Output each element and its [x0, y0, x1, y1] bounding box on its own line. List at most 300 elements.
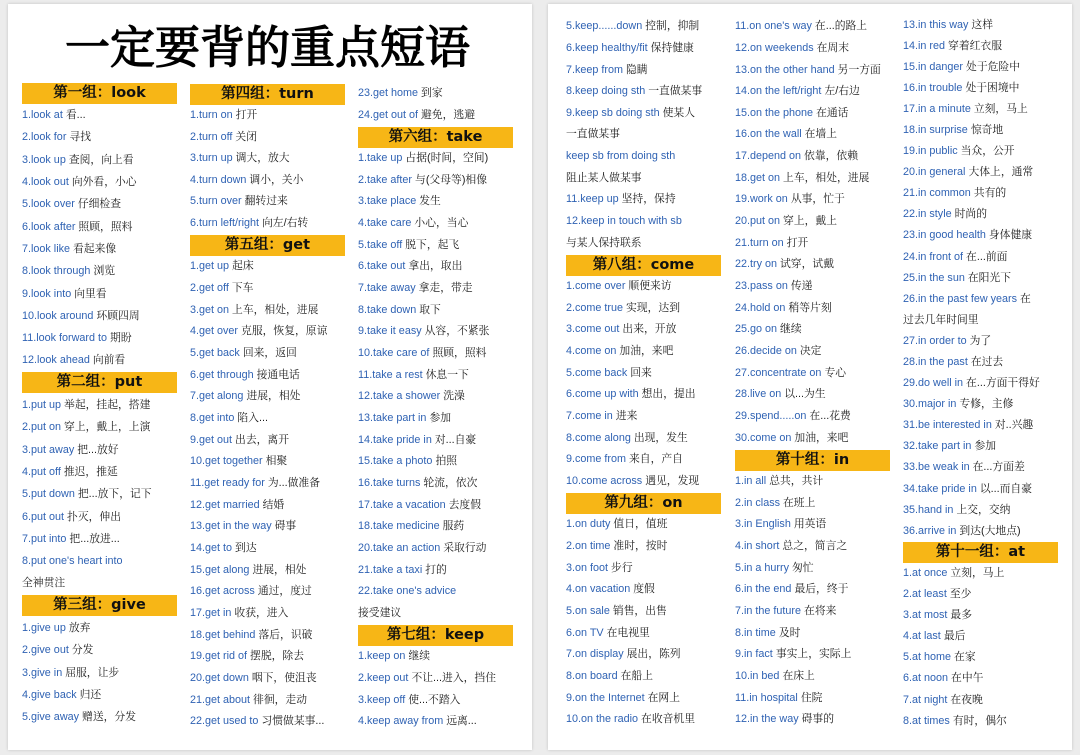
phrase-english: 6.come up with [566, 388, 639, 401]
phrase-meaning: 碍事 [274, 520, 297, 533]
phrase-english: 8.keep doing sth [566, 85, 646, 98]
phrase-english: 8.come along [566, 431, 631, 444]
phrase-english: 9.look into [22, 287, 72, 300]
phrase-meaning: 在...的路上 [814, 20, 868, 33]
phrase-item [22, 349, 182, 371]
phrase-english: 16.in trouble [903, 81, 963, 94]
phrase-meaning: 进展，相处 [246, 390, 301, 403]
phrase-item [358, 235, 518, 257]
phrase-english: 8.put one's heart into [22, 555, 123, 568]
phrase-english: 33.be weak in [903, 461, 970, 474]
phrase-meaning: 与某人保持联系 [566, 236, 642, 249]
phrase-english: 8.at times [903, 714, 950, 727]
phrase-english: 4.get over [190, 325, 239, 338]
phrase-english: 11.in hospital [735, 691, 798, 704]
phrase-item [566, 16, 726, 38]
phrase-meaning: 下车 [231, 282, 254, 295]
phrase-item [735, 254, 895, 276]
phrase-english: 11.take a rest [358, 368, 423, 381]
phrase-english: 4.take care [358, 217, 412, 230]
phrase-english: 6.in the end [735, 583, 792, 596]
phrase-meaning: 使...不踏入 [408, 693, 461, 706]
phrase-english: 19.work on [735, 193, 788, 206]
phrase-english: 1.take up [358, 152, 403, 165]
phrase-item [735, 493, 895, 515]
phrase-item [358, 83, 518, 105]
phrase-item [22, 171, 182, 193]
phrase-meaning: 在家 [954, 651, 976, 664]
phrase-english: 7.get along [190, 390, 244, 403]
phrase-english: 20.get down [190, 671, 249, 684]
phrase-english: 7.at night [903, 693, 948, 706]
phrase-column [22, 82, 182, 729]
phrase-item [358, 105, 518, 127]
phrase-item [358, 430, 518, 452]
phrase-item [566, 276, 726, 298]
phrase-english: 22.get used to [190, 715, 259, 728]
phrase-item [566, 688, 726, 710]
phrase-item [735, 514, 895, 536]
phrase-english: 1.give up [22, 622, 66, 635]
phrase-item [22, 684, 182, 706]
phrase-item [22, 260, 182, 282]
phrase-meaning: 专修，主修 [959, 398, 1014, 411]
phrase-item [190, 408, 350, 430]
phrase-english: 30.come on [735, 431, 792, 444]
phrase-english: 9.in fact [735, 648, 773, 661]
phrase-english: 21.get about [190, 693, 251, 706]
phrase-english: 2.put on [22, 421, 62, 434]
phrase-english: 2.on time [566, 539, 611, 552]
phrase-meaning: 穿着红衣服 [948, 39, 1003, 52]
phrase-english: 25.in the sun [903, 271, 965, 284]
phrase-english: 13.on the other hand [735, 63, 835, 76]
phrase-meaning: 取下 [419, 303, 441, 316]
phrase-item [903, 605, 1063, 626]
phrase-meaning: 打开 [235, 108, 258, 121]
phrase-english: 2.look for [22, 131, 67, 144]
phrase-item [358, 300, 518, 322]
phrase-english: 27.in order to [903, 334, 967, 347]
phrase-english: 36.arrive in [903, 524, 957, 537]
phrase-meaning: 有时，偶尔 [952, 714, 1007, 727]
phrase-english: 1.on duty [566, 518, 611, 531]
phrase-english: 6.keep healthy/fit [566, 41, 648, 54]
phrase-english: 7.come in [566, 410, 613, 422]
phrase-meaning: 通过，度过 [257, 585, 312, 598]
phrase-meaning: 立刻，马上 [973, 102, 1028, 115]
phrase-english: 17.take a vacation [358, 498, 446, 511]
phrase-english: 5.get back [190, 347, 240, 360]
phrase-meaning: 屈服，让步 [65, 666, 120, 679]
phrase-meaning: 到达 [235, 541, 257, 554]
phrase-item [358, 365, 518, 387]
phrase-item [22, 572, 182, 594]
phrase-item [22, 439, 182, 461]
phrase-english: 4.put off [22, 465, 61, 478]
phrase-meaning: 期盼 [110, 332, 132, 345]
phrase-item [903, 183, 1063, 204]
phrase-meaning: 决定 [799, 345, 822, 358]
phrase-meaning: 惊奇地 [970, 123, 1004, 136]
phrase-meaning: 向外看，小心 [71, 176, 137, 189]
group-header [22, 82, 182, 104]
phrase-meaning: 实现，达到 [626, 301, 680, 314]
phrase-english: 10.look around [22, 309, 94, 322]
phrase-item [903, 120, 1063, 141]
phrase-english: 29.do well in [903, 377, 964, 390]
phrase-meaning: 看起来像 [73, 242, 117, 255]
phrase-meaning: 出现，发生 [633, 431, 688, 444]
phrase-meaning: 展出，陈列 [626, 648, 681, 661]
phrase-item [735, 623, 895, 645]
phrase-english: 10.come across [566, 474, 643, 487]
phrase-meaning: 隐瞒 [626, 63, 648, 76]
phrase-item [190, 256, 350, 278]
phrase-item [566, 514, 726, 536]
phrase-english: 15.get along [190, 563, 250, 576]
phrase-item [903, 268, 1063, 289]
phrase-meaning: 全神贯注 [22, 577, 66, 590]
phrase-item [566, 601, 726, 623]
phrase-item [903, 626, 1063, 647]
phrase-meaning: 举起，挂起，搭建 [64, 399, 151, 412]
phrase-meaning: 共有的 [973, 187, 1007, 200]
phrase-english: 2.in class [735, 496, 781, 509]
phrase-meaning: 为了 [969, 334, 992, 347]
phrase-item [190, 646, 350, 668]
phrase-meaning: 试穿，试戴 [780, 258, 834, 271]
phrase-meaning: 避免，逃避 [421, 108, 476, 121]
phrase-item [358, 581, 518, 603]
phrase-meaning: 匆忙 [792, 561, 814, 574]
phrase-english: 4.on vacation [566, 583, 631, 596]
phrase-meaning: 进来 [615, 410, 638, 422]
phrase-meaning: 占据(时间，空间) [405, 152, 489, 165]
phrase-item [566, 168, 726, 190]
phrase-meaning: 另一方面 [837, 63, 881, 76]
phrase-meaning: 度假 [633, 583, 655, 596]
phrase-meaning: 左/右边 [824, 85, 860, 98]
phrase-item [358, 278, 518, 300]
phrase-item [358, 343, 518, 365]
phrase-english: 25.go on [735, 323, 778, 336]
phrase-item [735, 103, 895, 125]
phrase-item [903, 457, 1063, 478]
phrase-item [358, 213, 518, 235]
page-title: 一定要背的重点短语 [65, 21, 471, 74]
phrase-english: 18.get behind [190, 628, 256, 641]
phrase-item [22, 617, 182, 639]
phrase-item [735, 384, 895, 406]
phrase-english: 9.come from [566, 453, 626, 466]
phrase-english: 20.in general [903, 166, 966, 179]
phrase-english: 5.put down [22, 488, 75, 501]
phrase-english: 31.be interested in [903, 419, 992, 432]
phrase-item [358, 560, 518, 582]
phrase-meaning: 回来，返回 [242, 347, 297, 360]
phrase-meaning: 为...做准备 [267, 477, 321, 489]
phrase-item [566, 709, 726, 731]
phrase-english: 2.get off [190, 282, 229, 295]
phrase-item [358, 473, 518, 495]
phrase-item [358, 256, 518, 278]
phrase-meaning: 阻止某人做某事 [566, 171, 642, 184]
phrase-meaning: 上交，交纳 [956, 503, 1011, 516]
phrase-meaning: 对...自豪 [434, 433, 477, 446]
phrase-item [903, 563, 1063, 584]
phrase-item [190, 300, 350, 322]
phrase-english: 4.give back [22, 688, 77, 701]
phrase-item [358, 690, 518, 712]
phrase-item [190, 560, 350, 582]
phrase-meaning: 在床上 [782, 669, 815, 682]
phrase-english: 21.in common [903, 187, 971, 200]
phrase-meaning: 归还 [79, 688, 102, 701]
phrase-meaning: 准时，按时 [613, 539, 668, 552]
phrase-item [566, 579, 726, 601]
phrase-meaning: 当众，公开 [960, 145, 1015, 158]
phrase-meaning: 在...前面 [966, 250, 1008, 263]
phrase-english: 14.take pride in [358, 433, 432, 446]
phrase-english: 17.get in [190, 606, 232, 619]
phrase-english: 21.turn on [735, 236, 784, 249]
phrase-item [903, 647, 1063, 668]
phrase-item [566, 558, 726, 580]
phrase-meaning: 事实上，实际上 [775, 648, 852, 661]
phrase-item [190, 538, 350, 560]
phrase-meaning: 处于危险中 [966, 60, 1021, 73]
phrase-english: 8.in time [735, 626, 776, 639]
phrase-item [903, 289, 1063, 310]
phrase-item [566, 471, 726, 493]
group-header [566, 254, 726, 276]
phrase-meaning: 环顾四周 [96, 309, 140, 322]
phrase-item [22, 550, 182, 572]
phrase-english: 4.come on [566, 345, 617, 358]
phrase-meaning: 时尚的 [954, 208, 988, 221]
phrase-item [903, 500, 1063, 521]
phrase-english: 8.on board [566, 669, 618, 682]
group-header-label: 第三组：give [22, 595, 177, 616]
phrase-item [903, 225, 1063, 246]
phrase-meaning: 这样 [971, 18, 994, 31]
phrase-meaning: 服药 [442, 520, 465, 533]
phrase-meaning: 打的 [425, 563, 447, 576]
phrase-meaning: 向前看 [92, 354, 126, 367]
phrase-english: 2.give out [22, 644, 69, 657]
phrase-item [22, 662, 182, 684]
phrase-meaning: 与(父母等)相像 [415, 173, 488, 186]
phrase-meaning: 过去几年时间里 [903, 313, 979, 326]
phrase-english: 3.at most [903, 609, 948, 622]
phrase-item [22, 305, 182, 327]
group-header-label: 第七组：keep [358, 625, 513, 646]
phrase-item [903, 479, 1063, 500]
phrase-meaning: 以...而自豪 [979, 482, 1033, 495]
phrase-english: 24.in front of [903, 250, 964, 263]
phrase-item [190, 386, 350, 408]
phrase-item [22, 506, 182, 528]
phrase-item [358, 321, 518, 343]
phrase-item [190, 668, 350, 690]
phrase-item [22, 238, 182, 260]
phrase-english: 5.at home [903, 651, 952, 664]
phrase-meaning: 继续 [408, 650, 431, 663]
phrase-item [190, 105, 350, 127]
phrase-item [358, 408, 518, 430]
phrase-item [358, 668, 518, 690]
phrase-english: 10.take care of [358, 347, 430, 360]
phrase-english: 3.put away [22, 443, 75, 456]
phrase-item [22, 416, 182, 438]
phrase-meaning: 最后 [943, 630, 966, 643]
phrase-item [903, 141, 1063, 162]
phrase-english: 1.at once [903, 566, 948, 579]
phrase-meaning: 在收音机里 [641, 713, 696, 726]
group-header-label: 第八组：come [566, 255, 721, 276]
phrase-english: 23.pass on [735, 280, 788, 293]
phrase-item [566, 363, 726, 385]
phrase-english: 5.take off [358, 238, 403, 251]
phrase-english: 2.at least [903, 588, 947, 601]
phrase-item [358, 603, 518, 625]
phrase-item [358, 148, 518, 170]
phrase-english: 6.look after [22, 220, 76, 233]
phrase-english: 20.put on [735, 215, 781, 228]
phrase-meaning: 顺便来访 [628, 280, 672, 293]
phrase-meaning: 咽下，使沮丧 [251, 671, 317, 684]
phrase-meaning: 出来，开放 [622, 323, 677, 336]
phrase-item [190, 516, 350, 538]
phrase-item [190, 365, 350, 387]
phrase-meaning: 关闭 [235, 130, 258, 143]
phrase-item [358, 495, 518, 517]
phrase-meaning: 在将来 [804, 604, 837, 617]
phrase-english: 1.come over [566, 280, 626, 293]
phrase-english: 28.live on [735, 388, 782, 401]
phrase-meaning: 在周末 [816, 41, 850, 54]
phrase-item [735, 60, 895, 82]
phrase-item [358, 538, 518, 560]
phrase-english: 9.keep sb doing sth [566, 106, 660, 119]
phrase-item [190, 581, 350, 603]
phrase-meaning: 在夜晚 [950, 693, 983, 706]
phrase-english: 18.take medicine [358, 520, 440, 533]
phrase-english: 3.come out [566, 323, 620, 336]
phrase-item [903, 310, 1063, 331]
phrase-english: 1.put up [22, 399, 62, 412]
phrase-item [22, 483, 182, 505]
phrase-item [566, 319, 726, 341]
phrase-item [903, 690, 1063, 711]
phrase-meaning: 在中午 [951, 672, 984, 685]
phrase-item [190, 321, 350, 343]
phrase-meaning: 在 [1020, 292, 1031, 305]
phrase-english: 14.get to [190, 541, 233, 554]
group-header [22, 595, 182, 617]
phrase-english: 5.give away [22, 711, 80, 724]
phrase-item [903, 394, 1063, 415]
phrase-meaning: 相聚 [265, 455, 288, 468]
group-header [903, 542, 1063, 563]
phrase-english: 11.keep up [566, 193, 619, 206]
phrase-meaning: 值日，值班 [613, 518, 668, 531]
phrase-english: 11.look forward to [22, 332, 108, 345]
phrase-item [903, 99, 1063, 120]
phrase-item [358, 191, 518, 213]
phrase-english: 14.in red [903, 39, 946, 52]
phrase-column [190, 83, 350, 733]
phrase-meaning: 继续 [780, 323, 802, 336]
phrase-item [735, 16, 895, 38]
phrase-meaning: 扑灭，伸出 [67, 510, 122, 523]
phrase-meaning: 拿走，带走 [418, 282, 473, 295]
phrase-meaning: 打开 [786, 236, 809, 249]
phrase-english: 3.look up [22, 153, 66, 166]
phrase-english: 16.on the wall [735, 128, 802, 141]
phrase-item [22, 104, 182, 126]
phrase-item [566, 124, 726, 146]
phrase-item [903, 584, 1063, 605]
phrase-meaning: 到家 [421, 87, 443, 100]
phrase-meaning: 起床 [232, 260, 254, 273]
phrase-english: 19.get rid of [190, 650, 248, 663]
phrase-meaning: 休息一下 [425, 368, 469, 381]
phrase-item [190, 603, 350, 625]
phrase-english: 6.put out [22, 510, 65, 523]
phrase-english: 6.on TV [566, 626, 604, 639]
phrase-meaning: 坚持，保持 [621, 193, 676, 206]
phrase-item [358, 170, 518, 192]
phrase-meaning: 放弃 [68, 622, 91, 635]
phrase-meaning: 分发 [71, 644, 94, 657]
phrase-english: 1.look at [22, 109, 63, 122]
phrase-item [22, 216, 182, 238]
phrase-meaning: 在阳光下 [967, 271, 1012, 284]
right-page [548, 4, 1072, 750]
phrase-english: 13.get in the way [190, 520, 272, 533]
phrase-english: 34.take pride in [903, 482, 977, 495]
phrase-english: 30.major in [903, 398, 957, 411]
group-header-label: 第四组：turn [190, 84, 345, 105]
phrase-item [190, 148, 350, 170]
phrase-meaning: 一直做某事 [566, 128, 620, 141]
phrase-meaning: 用英语 [793, 518, 827, 531]
phrase-meaning: 脱下，起飞 [405, 238, 460, 251]
phrase-meaning: 步行 [611, 561, 633, 574]
phrase-item [735, 38, 895, 60]
phrase-item [903, 668, 1063, 689]
phrase-english: 15.take a photo [358, 455, 433, 468]
phrase-item [735, 211, 895, 233]
phrase-item [190, 690, 350, 712]
phrase-english: 1.keep on [358, 650, 406, 663]
phrase-column [566, 16, 726, 731]
phrase-english: 4.keep away from [358, 715, 444, 728]
group-header-label: 第二组：put [22, 372, 177, 393]
phrase-meaning: 加油，来吧 [619, 345, 674, 358]
group-header-label: 第六组：take [358, 127, 513, 148]
phrase-item [190, 343, 350, 365]
phrase-meaning: 至少 [949, 588, 972, 601]
phrase-english: 9.get out [190, 433, 233, 446]
phrase-meaning: 身体健康 [988, 229, 1033, 242]
phrase-item [22, 461, 182, 483]
left-page [8, 4, 532, 750]
phrase-english: 2.take after [358, 173, 413, 186]
phrase-item [735, 319, 895, 341]
